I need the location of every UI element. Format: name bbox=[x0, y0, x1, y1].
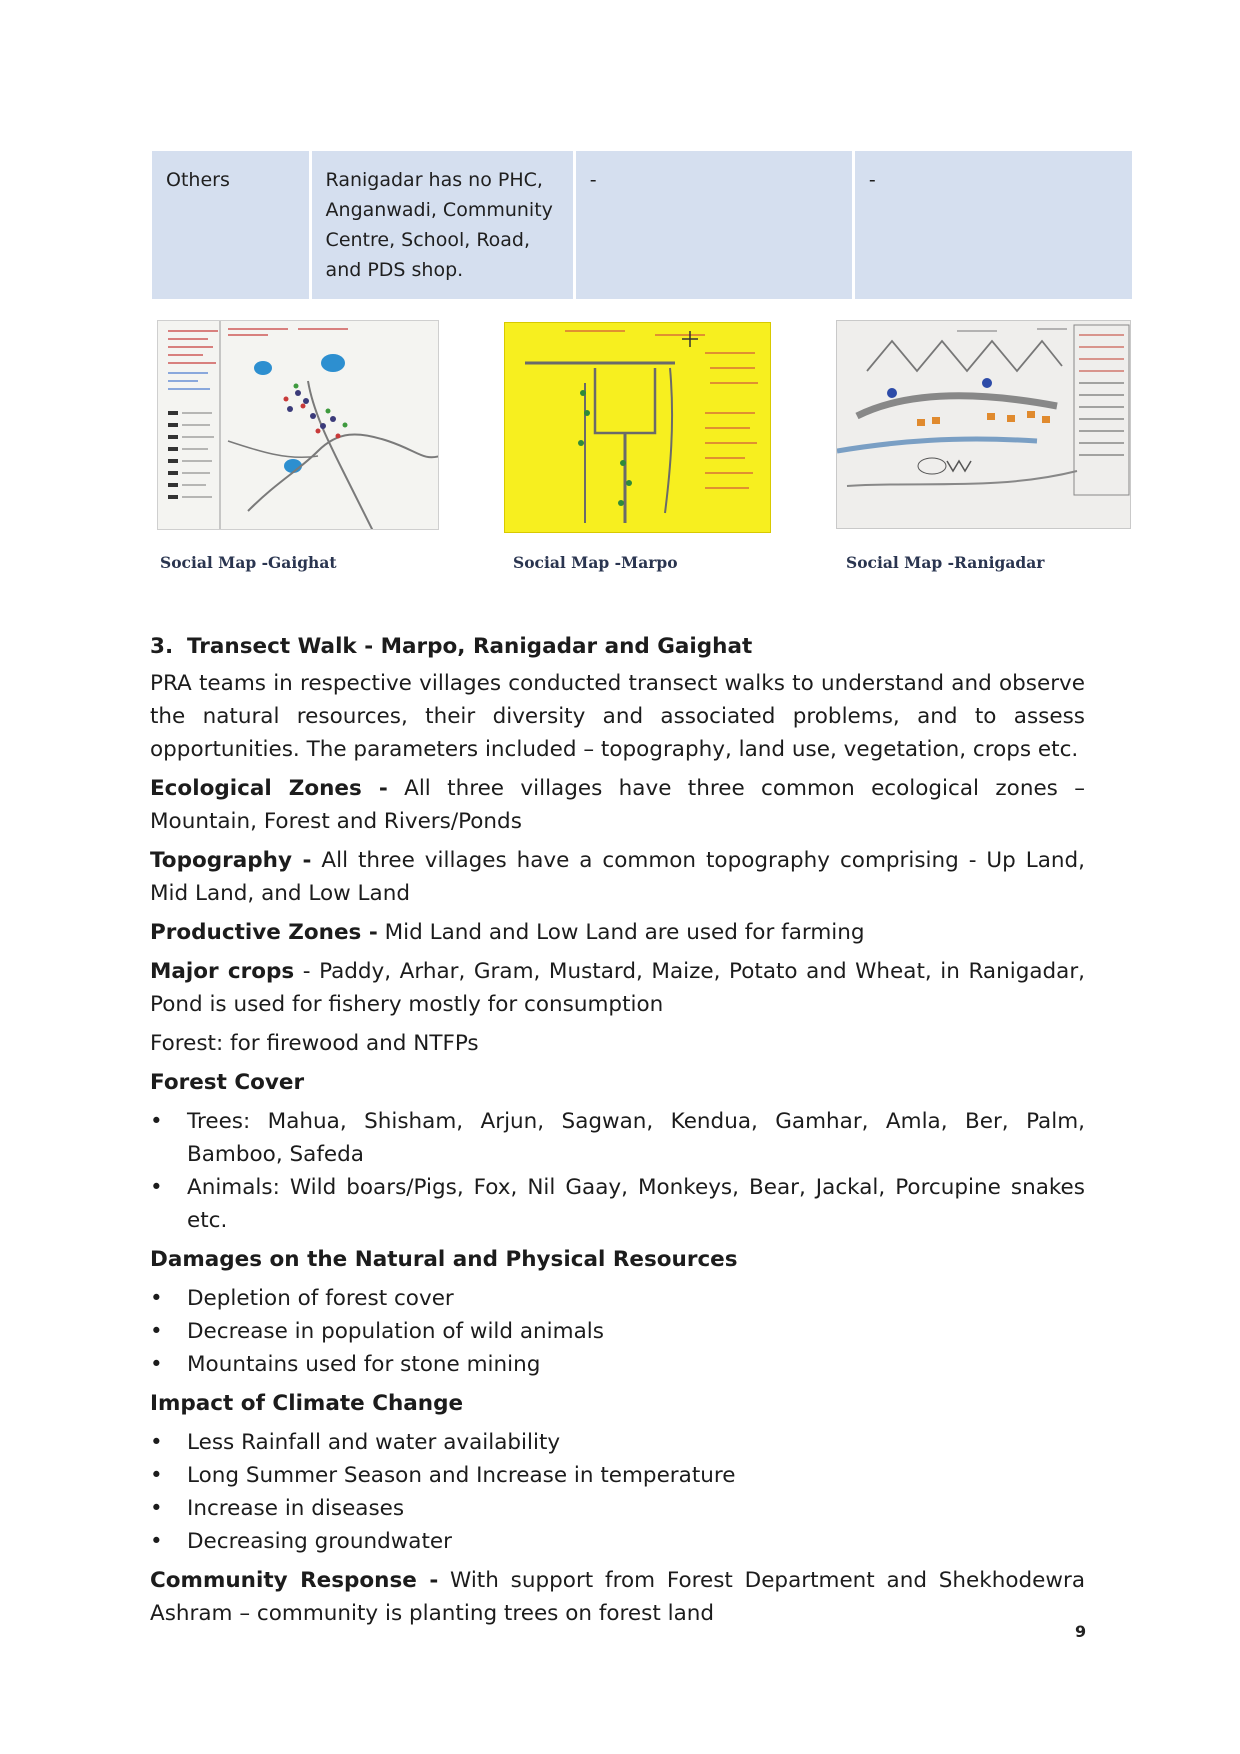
document-body bbox=[150, 630, 1085, 1636]
topography-text: All three villages have a common topography comprising - Up Land, Mid Land, and Low Land bbox=[150, 848, 1085, 906]
list-item: • Animals: Wild boars/Pigs, Fox, Nil Gaay, Monkeys, Bear, Jackal, Porcupine snakes etc. bbox=[150, 1171, 1085, 1237]
page-number: 9 bbox=[1075, 1622, 1087, 1641]
section-heading bbox=[150, 630, 1085, 663]
productive-zones-paragraph bbox=[150, 916, 1085, 949]
social-map-marpo-image bbox=[504, 322, 771, 533]
damages-list bbox=[150, 1282, 1085, 1381]
list-item: • Decrease in population of wild animals bbox=[150, 1315, 1085, 1348]
ecological-zones-label: Ecological Zones - bbox=[150, 776, 388, 801]
productive-zones-text: Mid Land and Low Land are used for farming bbox=[377, 920, 865, 945]
others-table-row bbox=[152, 151, 1132, 299]
topography-paragraph bbox=[150, 844, 1085, 910]
list-item: • Depletion of forest cover bbox=[150, 1282, 1085, 1315]
damages-heading: Damages on the Natural and Physical Resources bbox=[150, 1247, 738, 1272]
table-cell-empty: - bbox=[855, 151, 1132, 299]
major-crops-label: Major crops bbox=[150, 959, 295, 984]
list-item: • Long Summer Season and Increase in temperature bbox=[150, 1459, 1085, 1492]
section-title: Transect Walk - Marpo, Ranigadar and Gaighat bbox=[187, 634, 753, 659]
section-intro: PRA teams in respective villages conducted transect walks to understand and observe the natural resources, their diversity and associated problems, and to assess opportunities. The parameters included – topography, land use, vegetation, crops etc. bbox=[150, 671, 1085, 762]
map-caption: Social Map -Ranigadar bbox=[846, 553, 1045, 572]
list-item: • Less Rainfall and water availability bbox=[150, 1426, 1085, 1459]
major-crops-text: - Paddy, Arhar, Gram, Mustard, Maize, Potato and Wheat, in Ranigadar, Pond is used for fishery mostly for consumption bbox=[150, 959, 1086, 1017]
list-item: • Decreasing groundwater bbox=[150, 1525, 1085, 1558]
map-caption: Social Map -Marpo bbox=[513, 553, 678, 572]
community-response-text: With support from Forest Department and Shekhodewra Ashram – community is planting trees on forest land bbox=[150, 1568, 1085, 1626]
table-cell-ranigadar: Ranigadar has no PHC, Anganwadi, Community Centre, School, Road, and PDS shop. bbox=[312, 151, 573, 299]
ecological-zones-text: All three villages have three common ecological zones – Mountain, Forest and Rivers/Ponds bbox=[150, 776, 1085, 834]
social-map-gaighat-image bbox=[157, 320, 439, 530]
ecological-zones-paragraph bbox=[150, 772, 1085, 838]
map-caption: Social Map -Gaighat bbox=[160, 553, 337, 572]
forest-cover-list bbox=[150, 1105, 1085, 1237]
section-number: 3. bbox=[150, 634, 174, 659]
list-item: • Trees: Mahua, Shisham, Arjun, Sagwan, Kendua, Gamhar, Amla, Ber, Palm, Bamboo, Safeda bbox=[150, 1105, 1085, 1171]
table-cell-category: Others bbox=[152, 151, 309, 299]
major-crops-paragraph bbox=[150, 955, 1085, 1021]
productive-zones-label: Productive Zones - bbox=[150, 920, 378, 945]
topography-label: Topography - bbox=[150, 848, 312, 873]
climate-list bbox=[150, 1426, 1085, 1558]
community-response-paragraph bbox=[150, 1564, 1085, 1630]
list-item: • Increase in diseases bbox=[150, 1492, 1085, 1525]
forest-cover-heading: Forest Cover bbox=[150, 1070, 305, 1095]
social-map-ranigadar-image bbox=[836, 320, 1131, 529]
forest-use-paragraph: Forest: for firewood and NTFPs bbox=[150, 1031, 479, 1056]
list-item: • Mountains used for stone mining bbox=[150, 1348, 1085, 1381]
table-cell-empty: - bbox=[576, 151, 852, 299]
community-response-label: Community Response - bbox=[150, 1568, 439, 1593]
climate-heading: Impact of Climate Change bbox=[150, 1391, 464, 1416]
